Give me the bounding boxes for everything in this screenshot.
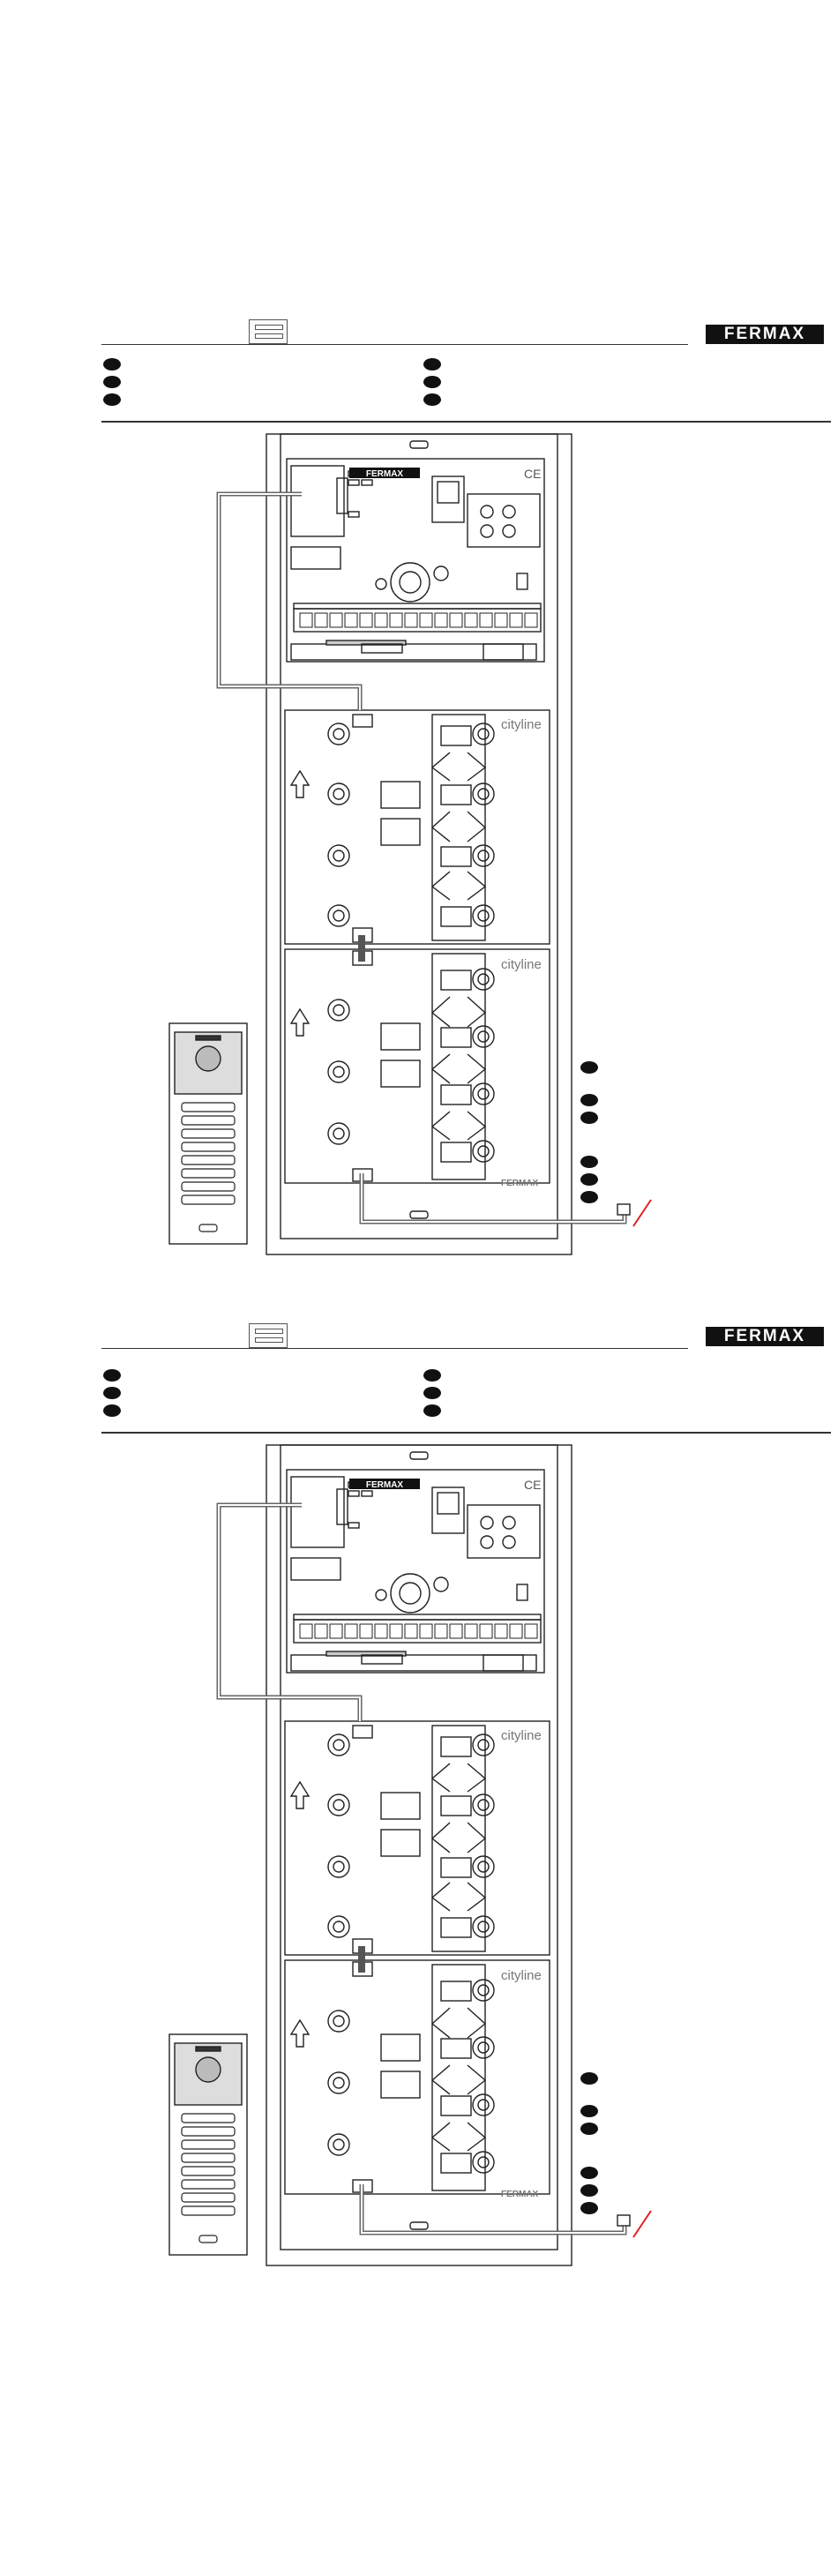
section-rule — [101, 1432, 831, 1434]
ce-mark: CE — [524, 1478, 542, 1492]
language-bullet — [423, 376, 441, 388]
language-bullet — [423, 1404, 441, 1417]
language-bullet — [103, 1404, 121, 1417]
fermax-logo: FERMAX — [706, 325, 824, 344]
board-logo: FERMAX — [365, 1480, 404, 1490]
page-label-box — [249, 319, 288, 344]
panel-housing — [266, 434, 572, 1254]
module-brand: cityline — [501, 1728, 542, 1743]
wiring-diagram — [0, 1434, 838, 2273]
language-bullet — [423, 1387, 441, 1399]
volume-knob — [391, 1574, 430, 1613]
module-logo: FERMAX — [501, 2190, 539, 2199]
language-bullet — [103, 358, 121, 371]
ce-mark: CE — [524, 467, 542, 481]
section-rule — [101, 421, 831, 423]
red-marker — [633, 2211, 651, 2237]
page-label-box — [249, 1323, 288, 1348]
module-brand: cityline — [501, 1968, 542, 1983]
module-logo: FERMAX — [501, 1179, 539, 1188]
red-marker — [633, 1200, 651, 1226]
board-logo: FERMAX — [365, 469, 404, 479]
panel-housing — [266, 1445, 572, 2265]
language-bullet — [103, 393, 121, 406]
header-rule — [101, 1348, 688, 1349]
button-module — [285, 949, 550, 1183]
module-brand: cityline — [501, 957, 542, 972]
wiring-diagram — [0, 423, 838, 1262]
fermax-logo: FERMAX — [706, 1327, 824, 1346]
language-bullet — [423, 358, 441, 371]
module-brand: cityline — [501, 717, 542, 732]
volume-knob — [391, 563, 430, 602]
button-module — [285, 710, 550, 944]
button-module — [285, 1721, 550, 1955]
header-rule — [101, 344, 688, 345]
language-bullet — [103, 1369, 121, 1382]
language-bullet — [103, 1387, 121, 1399]
language-bullet — [103, 376, 121, 388]
button-module — [285, 1960, 550, 2194]
language-bullet — [423, 393, 441, 406]
language-bullet — [423, 1369, 441, 1382]
